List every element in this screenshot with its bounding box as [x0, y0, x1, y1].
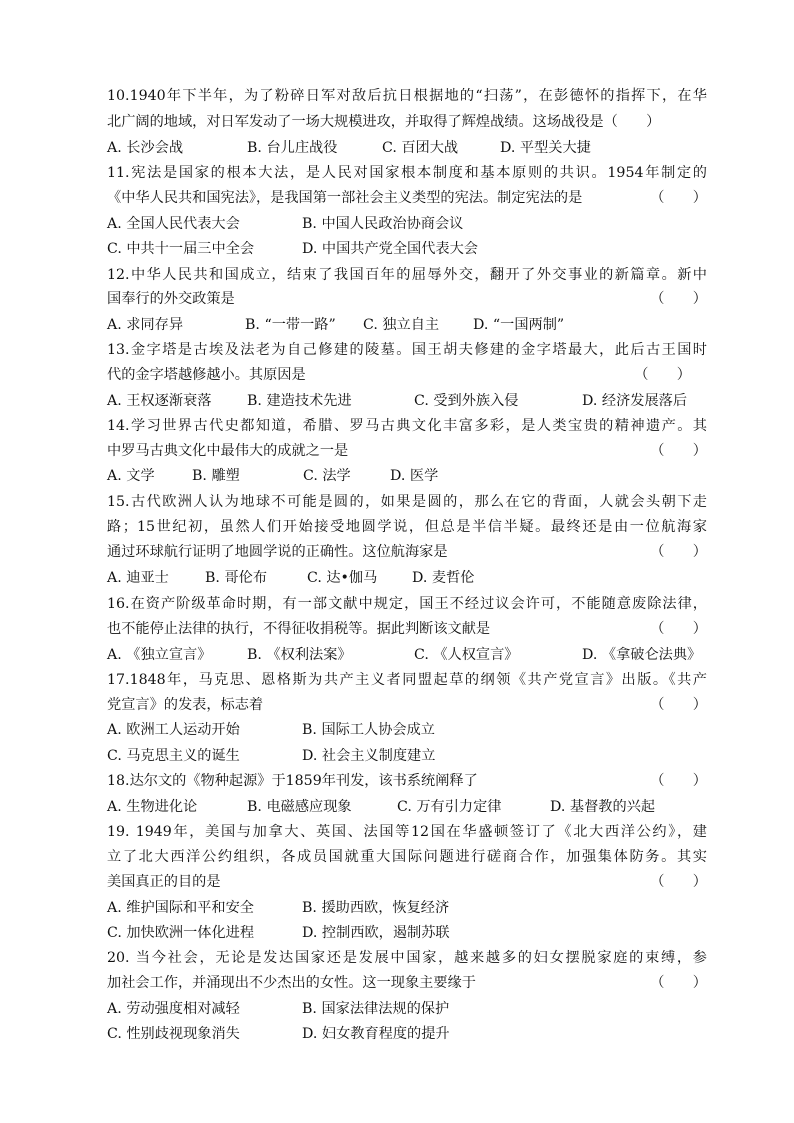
- q18-stem-text: 18.达尔文的《物种起源》于1859年刊发，该书系统阐释了: [107, 773, 478, 789]
- q20-option-d: D. 妇女教育程度的提升: [302, 1026, 450, 1042]
- q12-option-c: C. 独立自主: [363, 317, 440, 333]
- q16-option-c: C. 《人权宣言》: [414, 647, 519, 663]
- q15-option-a: A. 迪亚士: [107, 570, 169, 586]
- q20-stem-line-2: [107, 971, 707, 995]
- q15-options: [107, 566, 707, 590]
- q20-option-a: A. 劳动强度相对减轻: [107, 1001, 240, 1017]
- q19-stem-line-3: [107, 870, 707, 894]
- q10-stem-line-2: 北广阔的地域，对日军发动了一场大规模进攻，并取得了辉煌战绩。这场战役是（ ）: [107, 114, 661, 130]
- q19-option-a: A. 维护国际和平和安全: [107, 900, 254, 916]
- q11-options-row-1: [107, 212, 707, 236]
- q12-option-d: D. “一国两制”: [473, 317, 565, 333]
- q17-options-row-2: [107, 744, 707, 768]
- q18-stem-line-1: [107, 769, 707, 793]
- q19-option-d: D. 控制西欧，遏制苏联: [302, 925, 450, 941]
- q12-stem-text: 国奉行的外交政策是: [107, 291, 235, 307]
- q16-option-a: A. 《独立宣言》: [107, 647, 212, 663]
- q10-options: [107, 136, 707, 160]
- q10-option-c: C. 百团大战: [382, 140, 459, 156]
- q17-answer-blank: （ ）: [650, 697, 707, 713]
- q12-answer-blank: （ ）: [650, 291, 707, 307]
- q15-answer-blank: （ ）: [650, 544, 707, 560]
- q15-option-c: C. 达•伽马: [307, 570, 378, 586]
- q14-options: [107, 464, 707, 488]
- q20-stem-text: 加社会工作，并涌现出不少杰出的女性。这一现象主要缘于: [107, 975, 476, 991]
- q12-stem-line-2: [107, 287, 707, 311]
- q14-option-b: B. 雕塑: [192, 468, 240, 484]
- q13-stem-text: 代的金字塔越修越小。其原因是: [107, 367, 306, 383]
- q19-option-b: B. 援助西欧，恢复经济: [302, 900, 450, 916]
- q16-stem-text: 也不能停止法律的执行，不得征收捐税等。据此判断该文献是: [107, 621, 491, 637]
- q16-answer-blank: （ ）: [650, 621, 707, 637]
- q15-stem-line-2: 路；15世纪初，虽然人们开始接受地圆学说，但总是半信半疑。最终还是由一位航海家: [107, 519, 707, 535]
- q14-option-d: D. 医学: [390, 468, 439, 484]
- q19-stem-line-1: 19. 1949年，美国与加拿大、英国、法国等12国在华盛顿签订了《北大西洋公约》，建: [107, 824, 707, 840]
- q11-answer-blank: （ ）: [650, 190, 707, 206]
- q14-stem-text: 中罗马古典文化中最伟大的成就之一是: [107, 443, 349, 459]
- q17-stem-line-2: [107, 693, 707, 717]
- q17-option-d: D. 社会主义制度建立: [302, 748, 436, 764]
- q16-stem-line-1: 16.在资产阶级革命时期，有一部文献中规定，国王不经过议会许可，不能随意废除法律，: [107, 596, 707, 612]
- q14-option-a: A. 文学: [107, 468, 155, 484]
- q12-option-b: B. “一带一路”: [245, 317, 336, 333]
- q11-stem-line-1: 11.宪法是国家的根本大法，是人民对国家根本制度和基本原则的共识。1954年制定的: [107, 165, 707, 181]
- q11-option-c: C. 中共十一届三中全会: [107, 241, 255, 257]
- q13-stem-line-2: [107, 363, 707, 387]
- q13-stem-line-1: 13.金字塔是古埃及法老为自己修建的陵墓。国王胡夫修建的金字塔最大，此后古王国时: [107, 342, 707, 358]
- q17-stem-text: 党宣言》的发表，标志着: [107, 697, 264, 713]
- q11-option-d: D. 中国共产党全国代表大会: [302, 241, 478, 257]
- q15-stem-line-1: 15.古代欧洲人认为地球不可能是圆的，如果是圆的，那么在它的背面，人就会头朝下走: [107, 494, 707, 510]
- q20-options-row-1: [107, 997, 707, 1021]
- q19-options-row-2: [107, 921, 707, 945]
- q11-option-a: A. 全国人民代表大会: [107, 216, 240, 232]
- q20-answer-blank: （ ）: [650, 975, 707, 991]
- q19-answer-blank: （ ）: [650, 874, 707, 890]
- q13-answer-blank: （ ）: [634, 367, 691, 383]
- q12-option-a: A. 求同存异: [107, 317, 184, 333]
- q11-options-row-2: [107, 237, 707, 261]
- q14-stem-line-2: [107, 439, 707, 463]
- q15-stem-line-3: [107, 540, 707, 564]
- q16-option-d: D. 《拿破仑法典》: [582, 647, 702, 663]
- q10-option-b: B. 台儿庄战役: [247, 140, 338, 156]
- q11-option-b: B. 中国人民政治协商会议: [302, 216, 464, 232]
- q12-stem-line-1: 12.中华人民共和国成立，结束了我国百年的屈辱外交，翻开了外交事业的新篇章。新中: [107, 267, 707, 283]
- q20-option-c: C. 性别歧视现象消失: [107, 1026, 240, 1042]
- q12-options: [107, 313, 707, 337]
- q17-stem-line-1: 17.1848年，马克思、恩格斯为共产主义者同盟起草的纲领《共产党宣言》出版。《共产: [107, 672, 707, 688]
- q19-stem-text: 美国真正的目的是: [107, 874, 221, 890]
- q20-options-row-2: [107, 1022, 707, 1046]
- q17-options-row-1: [107, 718, 707, 742]
- q18-option-d: D. 基督教的兴起: [550, 799, 656, 815]
- q18-options: [107, 795, 707, 819]
- q15-stem-text: 通过环球航行证明了地圆学说的正确性。这位航海家是: [107, 544, 448, 560]
- q16-option-b: B. 《权利法案》: [247, 647, 352, 663]
- q17-option-b: B. 国际工人协会成立: [302, 722, 435, 738]
- q10-option-a: A. 长沙会战: [107, 140, 184, 156]
- q17-option-a: A. 欧洲工人运动开始: [107, 722, 240, 738]
- q19-option-c: C. 加快欧洲一体化进程: [107, 925, 255, 941]
- q19-options-row-1: [107, 896, 707, 920]
- q18-answer-blank: （ ）: [650, 773, 707, 789]
- q13-option-b: B. 建造技术先进: [247, 393, 352, 409]
- q17-option-c: C. 马克思主义的诞生: [107, 748, 240, 764]
- q11-stem-text: 《中华人民共和国宪法》，是我国第一部社会主义类型的宪法。制定宪法的是: [107, 190, 583, 206]
- q13-option-c: C. 受到外族入侵: [414, 393, 519, 409]
- q19-stem-line-2: 立了北大西洋公约组织，各成员国就重大国际问题进行磋商合作，加强集体防务。其实: [107, 849, 707, 865]
- q15-option-b: B. 哥伦布: [205, 570, 268, 586]
- q18-option-a: A. 生物进化论: [107, 799, 198, 815]
- q15-option-d: D. 麦哲伦: [412, 570, 475, 586]
- q16-stem-line-2: [107, 617, 707, 641]
- q10-option-d: D. 平型关大捷: [500, 140, 591, 156]
- q13-options: [107, 389, 707, 413]
- q14-answer-blank: （ ）: [650, 443, 707, 459]
- q20-stem-line-1: 20. 当今社会，无论是发达国家还是发展中国家，越来越多的妇女摆脱家庭的束缚，参: [107, 950, 707, 966]
- q13-option-a: A. 王权逐渐衰落: [107, 393, 212, 409]
- q20-option-b: B. 国家法律法规的保护: [302, 1001, 450, 1017]
- q11-stem-line-2: [107, 186, 707, 210]
- q16-options: [107, 643, 707, 667]
- q14-stem-line-1: 14.学习世界古代史都知道，希腊、罗马古典文化丰富多彩，是人类宝贵的精神遗产。其: [107, 418, 707, 434]
- q18-option-b: B. 电磁感应现象: [247, 799, 352, 815]
- q13-option-d: D. 经济发展落后: [582, 393, 688, 409]
- q10-stem-line-1: 10.1940年下半年，为了粉碎日军对敌后抗日根据地的“扫荡”，在彭德怀的指挥下，在华: [107, 88, 707, 104]
- q18-option-c: C. 万有引力定律: [397, 799, 502, 815]
- q14-option-c: C. 法学: [303, 468, 351, 484]
